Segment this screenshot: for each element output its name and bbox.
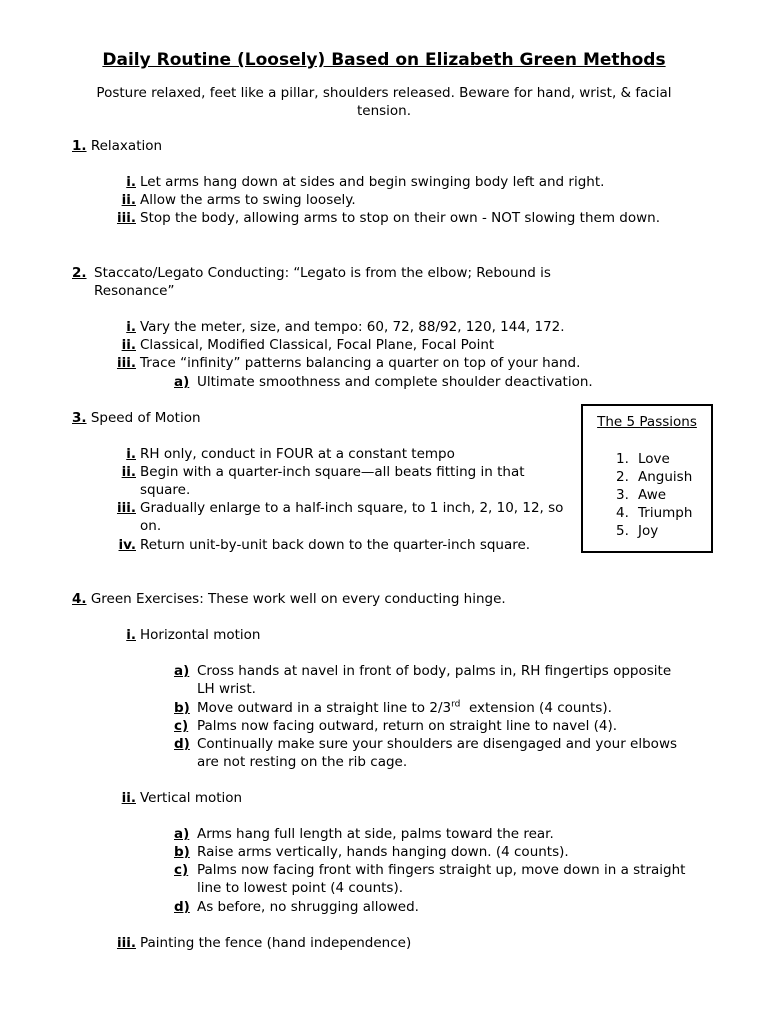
sub-list-text: Move outward in a straight line to 2/3 xyxy=(197,700,452,716)
passion-item xyxy=(616,522,658,540)
passions-title: The 5 Passions xyxy=(597,414,697,430)
list-item: Allow the arms to swing loosely. xyxy=(140,192,356,208)
item-marker: iv. xyxy=(118,537,136,553)
passion-number: 3. xyxy=(616,487,629,503)
section-1-heading xyxy=(72,137,162,155)
item-marker: iii. xyxy=(116,210,136,226)
group-label: Painting the fence (hand independence) xyxy=(140,935,412,951)
passion-label: Love xyxy=(638,451,670,467)
item-marker: i. xyxy=(126,446,136,462)
list-item: Trace “infinity” patterns balancing a quarter on top of your hand. xyxy=(140,355,581,371)
list-item: Classical, Modified Classical, Focal Plane, Focal Point xyxy=(140,337,495,353)
subitem-marker: a) xyxy=(174,826,190,842)
item-marker: ii. xyxy=(121,192,136,208)
passion-label: Awe xyxy=(638,487,667,503)
sub-list-item: Cross hands at navel in front of body, palms in, RH fingertips opposite LH wrist. xyxy=(197,663,672,697)
section-title: Green Exercises: These work well on every conducting hinge. xyxy=(90,591,506,607)
passion-item xyxy=(616,468,692,486)
passion-label: Triumph xyxy=(638,505,693,521)
item-marker: ii. xyxy=(121,337,136,353)
subitem-marker: a) xyxy=(174,374,190,390)
item-marker: iii. xyxy=(116,500,136,516)
passions-box xyxy=(581,404,713,553)
subitem-marker: c) xyxy=(174,718,189,734)
passion-label: Anguish xyxy=(638,469,693,485)
section-number: 3. xyxy=(72,410,87,426)
list-item: Gradually enlarge to a half-inch square, to 1 inch, 2, 10, 12, so on. xyxy=(140,500,564,534)
group-label: Horizontal motion xyxy=(140,627,261,643)
superscript: rd xyxy=(451,699,461,710)
document-title: Daily Routine (Loosely) Based on Elizabeth Green Methods xyxy=(102,50,666,70)
subitem-marker: a) xyxy=(174,663,190,679)
item-marker: i. xyxy=(126,627,136,643)
list-item: Begin with a quarter-inch square—all beats fitting in that square. xyxy=(140,464,525,498)
intro-paragraph: Posture relaxed, feet like a pillar, shoulders released. Beware for hand, wrist, & facial tension. xyxy=(96,85,672,119)
passion-number: 4. xyxy=(616,505,629,521)
passion-item xyxy=(616,504,692,522)
passion-label: Joy xyxy=(638,523,659,539)
section-number: 4. xyxy=(72,591,87,607)
passion-number: 1. xyxy=(616,451,629,467)
passion-number: 2. xyxy=(616,469,629,485)
sub-list-item: Arms hang full length at side, palms toward the rear. xyxy=(197,826,554,842)
item-marker: i. xyxy=(126,174,136,190)
sub-list-item: As before, no shrugging allowed. xyxy=(197,899,419,915)
section-4-heading xyxy=(72,590,506,608)
subitem-marker: d) xyxy=(174,899,190,915)
list-item: Let arms hang down at sides and begin swinging body left and right. xyxy=(140,174,605,190)
list-item: Stop the body, allowing arms to stop on their own - NOT slowing them down. xyxy=(140,210,660,226)
section-title: Speed of Motion xyxy=(90,410,201,426)
sub-list-item: Continually make sure your shoulders are disengaged and your elbows are not resting on the rib cage. xyxy=(197,736,678,770)
subitem-marker: b) xyxy=(174,700,190,716)
item-marker: iii. xyxy=(116,935,136,951)
subitem-marker: c) xyxy=(174,862,189,878)
item-marker: iii. xyxy=(116,355,136,371)
item-marker: i. xyxy=(126,319,136,335)
item-marker: ii. xyxy=(121,790,136,806)
subitem-marker: b) xyxy=(174,844,190,860)
list-item: RH only, conduct in FOUR at a constant tempo xyxy=(140,446,455,462)
section-number: 2. xyxy=(72,265,87,281)
sub-list-text: extension (4 counts). xyxy=(460,700,612,716)
section-title: Relaxation xyxy=(90,138,163,154)
section-number: 1. xyxy=(72,138,87,154)
group-label: Vertical motion xyxy=(140,790,243,806)
item-marker: ii. xyxy=(121,464,136,480)
section-2-heading: Staccato/Legato Conducting: “Legato is from the elbow; Rebound is Resonance” xyxy=(94,265,551,299)
sub-list-item xyxy=(197,699,687,717)
list-item: Return unit-by-unit back down to the quarter-inch square. xyxy=(140,537,531,553)
passion-item xyxy=(616,450,670,468)
list-item: Vary the meter, size, and tempo: 60, 72, 88/92, 120, 144, 172. xyxy=(140,319,565,335)
sub-list-item: Palms now facing front with fingers straight up, move down in a straight line to lowest point (4 counts). xyxy=(197,862,686,896)
subitem-marker: d) xyxy=(174,736,190,752)
section-3-heading xyxy=(72,409,201,427)
passion-item xyxy=(616,486,666,504)
passion-number: 5. xyxy=(616,523,629,539)
sub-list-item: Palms now facing outward, return on straight line to navel (4). xyxy=(197,718,618,734)
sub-list-item: Ultimate smoothness and complete shoulder deactivation. xyxy=(197,374,593,390)
sub-list-item: Raise arms vertically, hands hanging down. (4 counts). xyxy=(197,844,569,860)
